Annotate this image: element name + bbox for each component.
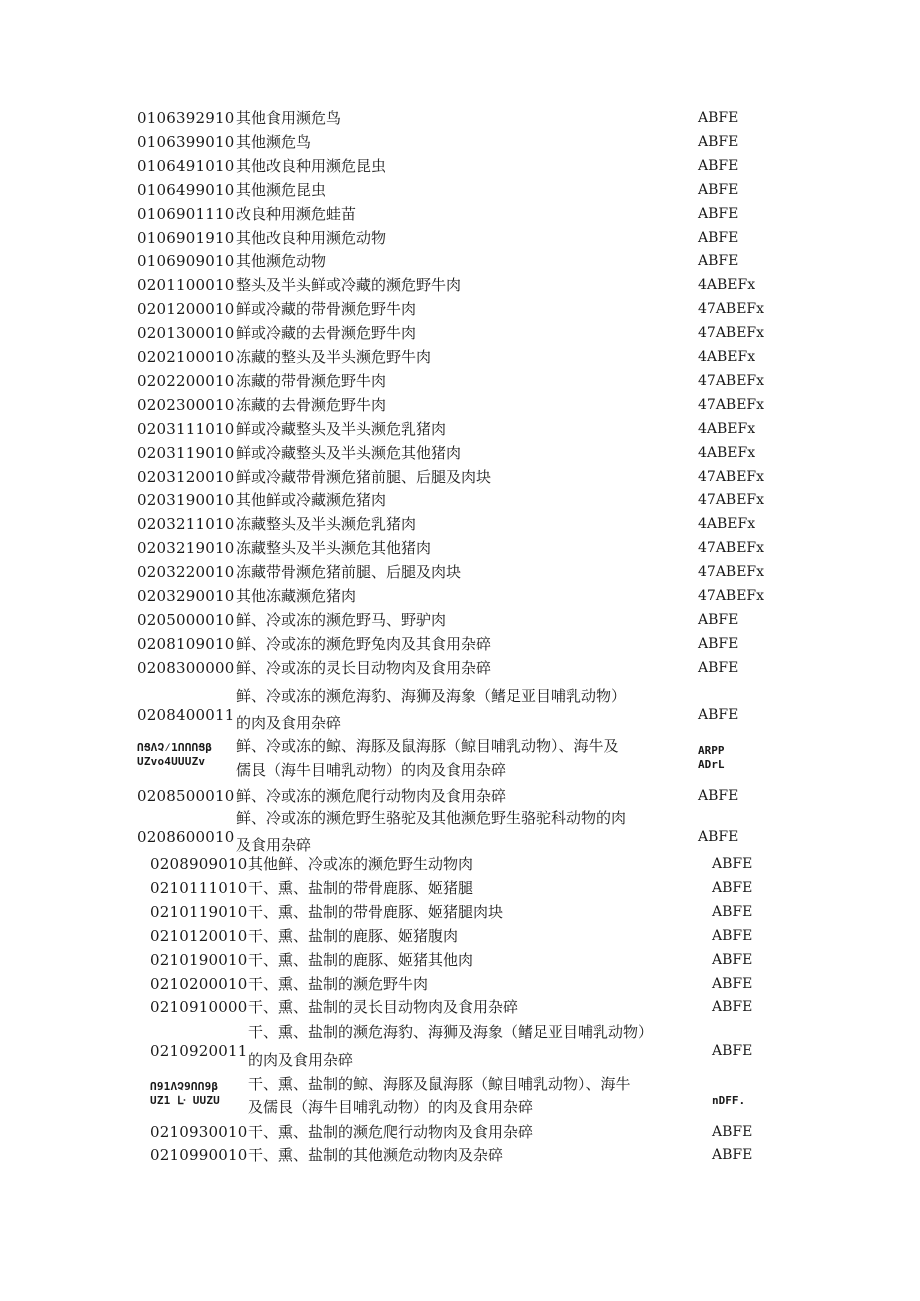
table-row	[137, 540, 787, 558]
item-code-clipped	[137, 706, 235, 724]
item-mark-garbled	[698, 744, 725, 772]
mark-line: ADrL	[698, 758, 725, 771]
table-row	[137, 206, 787, 224]
item-code: 0208400011	[137, 706, 235, 724]
table-row	[137, 660, 787, 678]
table-row	[137, 397, 787, 415]
item-code-clipped	[150, 1042, 248, 1060]
item-code: 0106901910	[137, 228, 235, 247]
item-code: 0203120010	[137, 467, 235, 486]
item-mark: 4ABEFx	[698, 420, 756, 437]
item-mark-garbled: nDFF.	[712, 1094, 746, 1107]
item-code-clipped	[137, 828, 235, 846]
item-name: 其他濒危鸟	[236, 132, 312, 151]
table-row	[137, 325, 787, 343]
table-row	[150, 1074, 790, 1118]
item-code: 0106399010	[137, 132, 235, 151]
item-code: 0210120010	[150, 926, 248, 945]
item-mark: 47ABEFx	[698, 325, 765, 342]
item-mark: 47ABEFx	[698, 372, 765, 389]
table-row	[137, 516, 787, 534]
table-row	[137, 636, 787, 654]
item-code: 0208300000	[137, 658, 235, 677]
item-code: 0203211010	[137, 515, 235, 534]
item-name: 鲜、冷或冻的濒危野兔肉及其食用杂碎	[236, 634, 492, 653]
item-mark: ABFE	[712, 903, 753, 920]
code-line: Ո91ΛՉ9ՈՈ9β	[150, 1080, 219, 1093]
item-name: 干、熏、盐制的带骨鹿豚、姬猪腿	[248, 878, 474, 897]
item-code: 0203111010	[137, 419, 235, 438]
table-row	[137, 110, 787, 128]
item-code: 0202300010	[137, 395, 235, 414]
item-code: 0203220010	[137, 563, 235, 582]
table-row	[137, 492, 787, 510]
item-code: 0201100010	[137, 276, 235, 295]
item-name: 干、熏、盐制的濒危爬行动物肉及食用杂碎	[248, 1123, 534, 1141]
item-mark: ABFE	[698, 157, 739, 174]
item-name: 干、熏、盐制的濒危海豹、海狮及海象（鳍足亚目哺乳动物）	[248, 1023, 654, 1041]
item-mark: ABFE	[698, 253, 739, 270]
table-row	[137, 158, 787, 176]
item-mark: ABFE	[698, 829, 739, 845]
table-row	[150, 976, 790, 994]
table-row	[150, 880, 790, 898]
item-code: 0210200010	[150, 974, 248, 993]
item-mark: 47ABEFx	[698, 564, 765, 581]
item-code: 0208109010	[137, 634, 235, 653]
item-mark: 47ABEFx	[698, 468, 765, 485]
table-row	[150, 999, 790, 1017]
item-name: 其他鲜或冷藏濒危猪肉	[236, 491, 387, 510]
item-code: 0210910000	[150, 998, 248, 1017]
item-name-continued: 及食用杂碎	[236, 836, 312, 854]
item-name-continued: 及儒艮（海牛目哺乳动物）的肉及食用杂碎	[248, 1098, 534, 1116]
item-name: 干、熏、盐制的灵长目动物肉及食用杂碎	[248, 998, 519, 1017]
item-name: 鲜或冷藏整头及半头濒危乳猪肉	[236, 419, 447, 438]
item-code: 0210930010	[150, 1123, 248, 1141]
table-row	[137, 134, 787, 152]
item-name: 冻藏带骨濒危猪前腿、后腿及肉块	[236, 563, 462, 582]
item-mark: ABFE	[698, 133, 739, 150]
item-name: 干、熏、盐制的其他濒危动物肉及杂碎	[248, 1146, 504, 1164]
item-mark: ABFE	[712, 1147, 753, 1163]
item-code: 0106499010	[137, 180, 235, 199]
item-code-garbled	[150, 1080, 220, 1108]
item-code: 0210990010	[150, 1146, 248, 1164]
item-name: 鲜、冷或冻的濒危爬行动物肉及食用杂碎	[236, 787, 507, 805]
item-code: 0203290010	[137, 587, 235, 605]
table-row	[150, 1023, 790, 1069]
item-name: 鲜或冷藏带骨濒危猪前腿、后腿及肉块	[236, 467, 492, 486]
table-row	[137, 688, 787, 730]
item-mark: ABFE	[698, 181, 739, 198]
item-name: 冻藏的带骨濒危野牛肉	[236, 371, 387, 390]
item-name: 冻藏整头及半头濒危其他猪肉	[236, 539, 432, 558]
item-code: 0208500010	[137, 787, 235, 805]
item-mark: ABFE	[712, 1124, 753, 1140]
item-mark: 47ABEFx	[698, 540, 765, 557]
table-row	[137, 810, 787, 852]
table-row	[150, 928, 790, 946]
item-mark: ABFE	[698, 205, 739, 222]
item-code: 0106491010	[137, 156, 235, 175]
table-row	[137, 253, 787, 271]
item-mark: ABFE	[698, 110, 739, 126]
table-row	[137, 588, 787, 606]
item-mark: 4ABEFx	[698, 349, 756, 365]
item-name: 鲜或冷藏的去骨濒危野牛肉	[236, 324, 417, 343]
code-line: UZ1 ᒷ UUZU	[150, 1094, 221, 1107]
table-row	[137, 421, 787, 439]
item-mark: ABFE	[712, 1043, 753, 1059]
table-row	[137, 349, 787, 367]
table-row	[137, 564, 787, 582]
table-row	[137, 469, 787, 487]
item-mark: ABFE	[698, 659, 739, 676]
mark-line: ARPP	[698, 744, 725, 757]
item-name: 鲜、冷或冻的鲸、海豚及鼠海豚（鲸目哺乳动物）、海牛及	[236, 737, 619, 755]
table-row	[137, 230, 787, 248]
item-mark: ABFE	[698, 229, 739, 246]
item-name: 干、熏、盐制的带骨鹿豚、姬猪腿肉块	[248, 902, 504, 921]
item-code: 0203119010	[137, 443, 235, 462]
item-mark: 4ABEFx	[698, 444, 756, 461]
item-name: 冻藏的整头及半头濒危野牛肉	[236, 348, 432, 366]
item-name: 冻藏的去骨濒危野牛肉	[236, 395, 387, 414]
item-name: 鲜、冷或冻的濒危海豹、海狮及海象（鳍足亚目哺乳动物）	[236, 687, 627, 705]
item-mark: ABFE	[712, 975, 753, 992]
table-row	[150, 952, 790, 970]
table-row	[137, 301, 787, 319]
code-line: UZvo4UUUZv	[137, 755, 206, 768]
item-name: 其他改良种用濒危动物	[236, 228, 387, 247]
item-name: 鲜或冷藏整头及半头濒危其他猪肉	[236, 443, 462, 462]
table-row	[137, 373, 787, 391]
item-code: 0208600010	[137, 828, 235, 846]
item-mark: ABFE	[712, 927, 753, 944]
item-name: 干、熏、盐制的鹿豚、姬猪腹肉	[248, 926, 459, 945]
table-row	[150, 856, 790, 874]
item-code: 0210190010	[150, 950, 248, 969]
item-name-continued: 的肉及食用杂碎	[248, 1051, 354, 1069]
item-name: 其他濒危动物	[236, 252, 327, 271]
table-row	[137, 182, 787, 200]
item-code: 0210920011	[150, 1042, 248, 1060]
item-code: 0106909010	[137, 252, 235, 271]
item-name: 其他鲜、冷或冻的濒危野生动物肉	[248, 855, 474, 873]
item-code: 0201300010	[137, 324, 235, 343]
item-name: 鲜或冷藏的带骨濒危野牛肉	[236, 300, 417, 319]
item-name: 干、熏、盐制的濒危野牛肉	[248, 974, 429, 993]
item-name: 冻藏整头及半头濒危乳猪肉	[236, 515, 417, 534]
table-row	[150, 1147, 790, 1165]
table-row	[137, 277, 787, 295]
item-name: 鲜、冷或冻的濒危野马、野驴肉	[236, 610, 447, 629]
item-code: 0205000010	[137, 610, 235, 629]
item-name: 改良种用濒危蛙苗	[236, 204, 357, 223]
item-code: 0208909010	[150, 855, 248, 873]
item-code-garbled	[137, 741, 212, 769]
table-row	[150, 904, 790, 922]
item-mark-clipped	[698, 829, 739, 845]
item-mark-clipped	[712, 1043, 753, 1059]
table-row	[137, 738, 787, 782]
table-row	[137, 788, 787, 806]
item-name: 其他濒危昆虫	[236, 180, 327, 199]
item-name: 鲜、冷或冻的灵长目动物肉及食用杂碎	[236, 658, 492, 677]
table-row	[150, 1124, 790, 1142]
item-mark: ABFE	[698, 635, 739, 652]
item-code: 0106392910	[137, 109, 235, 127]
item-mark-clipped	[698, 707, 739, 723]
item-mark: 4ABEFx	[698, 277, 756, 294]
item-mark: ABFE	[698, 611, 739, 628]
item-mark: ABFE	[698, 707, 739, 723]
item-name: 其他冻藏濒危猪肉	[236, 587, 357, 605]
item-mark: ABFE	[712, 951, 753, 968]
item-code: 0210119010	[150, 902, 248, 921]
item-name-continued: 的肉及食用杂碎	[236, 714, 342, 732]
item-name-continued: 儒艮（海牛目哺乳动物）的肉及食用杂碎	[236, 761, 507, 779]
item-mark: 4ABEFx	[698, 516, 756, 533]
code-line: ՈՑΛՉ⁄1ՈՈՈՑβ	[137, 741, 213, 754]
table-row	[137, 445, 787, 463]
item-code: 0201200010	[137, 300, 235, 319]
item-code: 0202100010	[137, 348, 235, 366]
item-name: 其他食用濒危鸟	[236, 109, 342, 127]
item-mark: 47ABEFx	[698, 396, 765, 413]
item-code: 0202200010	[137, 371, 235, 390]
item-mark: 47ABEFx	[698, 588, 765, 604]
item-code: 0210111010	[150, 878, 248, 897]
item-mark: ABFE	[712, 879, 753, 896]
item-name: 整头及半头鲜或冷藏的濒危野牛肉	[236, 276, 462, 295]
item-mark: 47ABEFx	[698, 492, 765, 509]
item-name: 其他改良种用濒危昆虫	[236, 156, 387, 175]
item-code: 0203190010	[137, 491, 235, 510]
item-mark: ABFE	[698, 788, 739, 804]
item-name: 干、熏、盐制的鹿豚、姬猪其他肉	[248, 950, 474, 969]
item-code: 0203219010	[137, 539, 235, 558]
item-mark: 47ABEFx	[698, 301, 765, 318]
table-row	[137, 612, 787, 630]
item-mark: ABFE	[712, 856, 753, 872]
item-code: 0106901110	[137, 204, 235, 223]
item-name: 鲜、冷或冻的濒危野生骆驼及其他濒危野生骆驼科动物的肉	[236, 809, 627, 827]
item-mark: ABFE	[712, 999, 753, 1016]
item-name: 干、熏、盐制的鲸、海豚及鼠海豚（鲸目哺乳动物）、海牛	[248, 1075, 631, 1093]
